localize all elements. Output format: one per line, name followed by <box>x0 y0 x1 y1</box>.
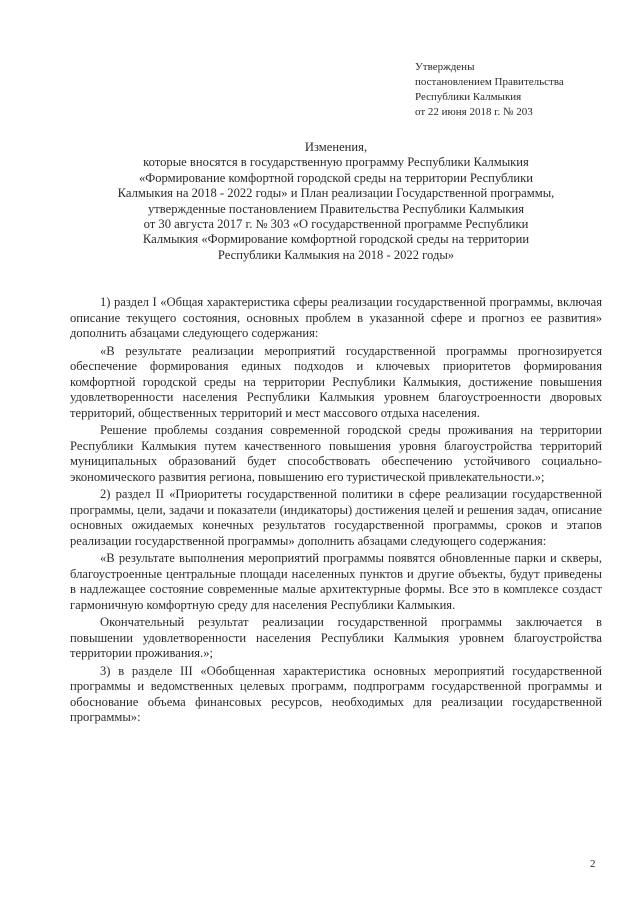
title-line-3: «Формирование комфортной городской среды на территории Республики <box>138 170 534 185</box>
page-number: 2 <box>590 858 596 870</box>
title-line-7: Калмыкия «Формирование комфортной городской среды на территории <box>142 232 530 247</box>
paragraph: 1) раздел I «Общая характеристика сферы реализации государственной программы, включая описание текущего состояния, основных проблем в указанной сфере и прогноз ее развития» дополнить абзацами следующего содержания: <box>70 295 602 340</box>
title-line-2: которые вносятся в государственную программу Республики Калмыкия <box>143 155 529 170</box>
document-title <box>70 140 602 263</box>
title-line-1: Изменения, <box>304 140 368 154</box>
approval-line-2: постановлением Правительства <box>415 76 564 88</box>
paragraph: «В результате реализации мероприятий государственной программы прогнозируется обеспечение формирования единых подходов и ключевых приоритетов формирования комфортной городской среды на территории Республики Калмыкия, достижение повышения удовлетворенности населения Республики Калмыкия уровнем благоустроенности дворовых территорий, общественных территорий и мест массового отдыха населения. <box>70 343 602 420</box>
paragraph: Окончательный результат реализации государственной программы заключается в повышении удовлетворенности населения Республики Калмыкия уровнем благоустройства территории проживания.»; <box>70 615 602 660</box>
title-line-5: утвержденные постановлением Правительства Республики Калмыкия <box>147 201 525 216</box>
approval-line-3: Республики Калмыкия <box>415 91 522 103</box>
paragraph: Решение проблемы создания современной городской среды проживания на территории Республики Калмыкия путем качественного повышения уровня благоустройства территорий муниципальных образований будет способствовать обеспечению устойчивого социально-экономического развития региона, повышению его туристической привлекательности.»; <box>70 423 602 484</box>
paragraph: «В результате выполнения мероприятий программы появятся обновленные парки и скверы, благоустроенные центральные площади населенных пунктов и другие объекты, будут приведены в надлежащее состояние современные малые архитектурные формы. Все это в комплексе создаст гармоничную комфортную среду для населения Республики Калмыкия. <box>70 551 602 612</box>
title-line-8: Республики Калмыкия на 2018 - 2022 годы» <box>217 247 455 262</box>
document-body <box>70 295 602 728</box>
paragraph: 3) в разделе III «Обобщенная характеристика основных мероприятий государственной программы и ведомственных целевых программ, подпрограмм государственной программы и обоснование объема финансовых ресурсов, необходимых для реализации государственной программы»: <box>70 663 602 724</box>
paragraph: 2) раздел II «Приоритеты государственной политики в сфере реализации государственной программы, цели, задачи и показатели (индикаторы) достижения целей и решения задач, описание основных ожидаемых конечных результатов государственной программы, сроков и этапов реализации государственной программы» дополнить абзацами следующего содержания: <box>70 487 602 548</box>
approval-line-1: Утверждены <box>415 61 475 73</box>
approval-line-4: от 22 июня 2018 г. № 203 <box>415 106 533 118</box>
title-line-4: Калмыкия на 2018 - 2022 годы» и План реализации Государственной программы, <box>117 186 555 201</box>
approval-stamp <box>415 60 615 120</box>
title-line-6: от 30 августа 2017 г. № 303 «О государственной программе Республики <box>143 217 529 232</box>
